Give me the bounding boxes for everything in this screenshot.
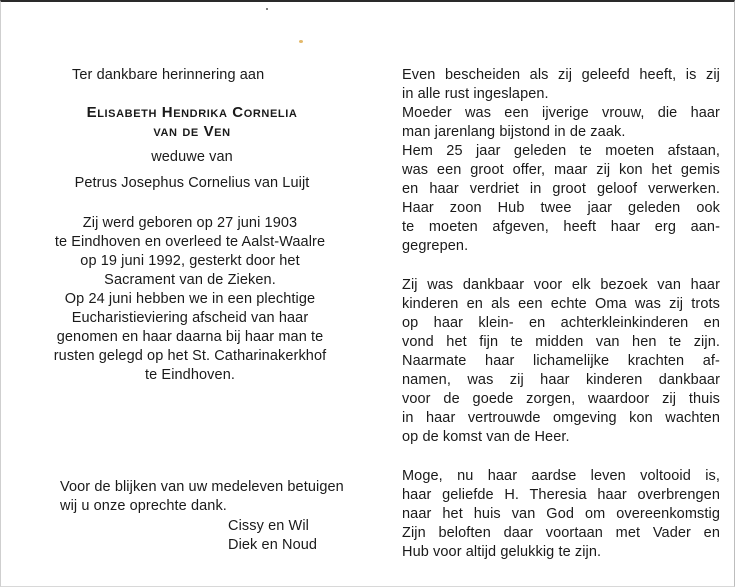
paragraph1-line: gegrepen. [402,238,469,254]
print-speck [266,8,268,10]
paragraph1-line: en haar verdriet in groot geloof verwerken. [402,181,720,197]
paragraph3-line: Zijn beloften daar voortaan met Vader en [402,525,720,541]
paragraph2-line: kinderen en als een echte Oma was zij trots [402,296,720,312]
print-speck-yellow [299,40,303,43]
paragraph2-line: voor de goede zorgen, waardoor zij thuis [402,391,720,407]
thanks-line: Voor de blijken van uw medeleven betuigen [60,479,344,495]
thanks-line: wij u onze oprechte dank. [60,498,227,514]
paragraph2-line: vond het fijn te midden van hen te zijn. [402,334,720,350]
paragraph1-line: te moeten afgeven, heeft haar erg aan- [402,219,720,235]
paragraph1-line: in alle rust ingeslapen. [402,86,549,102]
bio-line: genomen en haar daarna bij haar man te [56,329,324,345]
paragraph2-line: Naarmate haar lichamelijke krachten af- [402,353,720,369]
paragraph1-line: was een groot offer, maar zij kon het gemis [402,162,720,178]
bio-line: Zij werd geboren op 27 juni 1903 [82,215,298,231]
deceased-name-line1: Elisabeth Hendrika Cornelia [86,104,298,121]
deceased-name-line2: van de Ven [153,123,231,140]
bio-line: op 19 juni 1992, gesterkt door het [80,253,300,269]
bio-line: Op 24 juni hebben we in een plechtige [64,291,316,307]
signature-line: Cissy en Wil [228,518,309,534]
paragraph2-line: Zij was dankbaar voor elk bezoek van haar [402,277,720,293]
intro-text: Ter dankbare herinnering aan [72,67,265,83]
bio-line: Sacrament van de Zieken. [104,272,276,288]
paragraph2-line: in haar vertrouwde omgeving kon wachten [402,410,720,426]
paragraph3-line: Hub voor altijd gelukkig te zijn. [402,544,602,560]
paragraph1-line: Moeder was een ijverige vrouw, die haar [402,105,720,121]
paragraph2-line: op de komst van de Heer. [402,429,570,445]
paragraph3-line: naar het huis van God om overeenkomstig [402,506,720,522]
paragraph1-line: Hem 25 jaar geleden te moeten afstaan, [402,143,720,159]
bio-line: rusten gelegd op het St. Catharinakerkhof [53,348,327,364]
husband-name: Petrus Josephus Cornelius van Luijt [74,175,310,191]
widow-of-text: weduwe van [151,149,233,165]
paragraph2-line: namen, was zij haar kinderen dankbaar [402,372,720,388]
paragraph3-line: haar geliefde H. Theresia haar overbrengen [402,487,720,503]
paragraph2-line: op haar klein- en achterkleinkinderen en [402,315,720,331]
paragraph3-line: Moge, nu haar aardse leven voltooid is, [402,468,720,484]
paragraph1-line: Haar zoon Hub twee jaar geleden ook [402,200,720,216]
paragraph1-line: man jarenlang bijstond in de zaak. [402,124,626,140]
bio-line: te Eindhoven. [145,367,235,383]
bio-line: te Eindhoven en overleed te Aalst-Waalre [54,234,326,250]
signature-line: Diek en Noud [228,537,318,553]
paragraph1-line: Even bescheiden als zij geleefd heeft, is zij [402,67,720,83]
bio-line: Eucharistieviering afscheid van haar [71,310,309,326]
